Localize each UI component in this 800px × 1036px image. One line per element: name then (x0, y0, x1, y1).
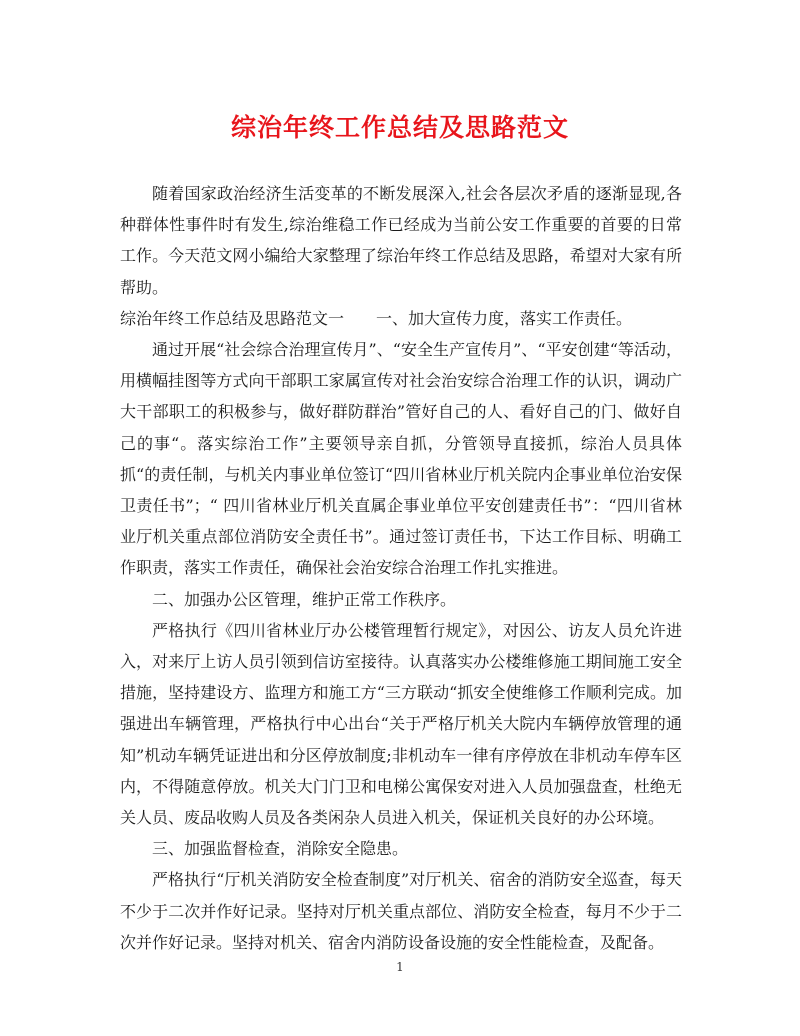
section-heading: 二、加强办公区管理，维护正常工作秩序。 (152, 589, 457, 609)
body-paragraph: 严格执行“厅机关消防安全检查制度”对厅机关、宿舍的消防安全巡查，每天不少于二次并作好记录。坚持对厅机关重点部位、消防安全检查，每月不少于二次并作好记录。坚持对机关、宿舍内消防设备设施的安全性能检查，及配备。 (120, 870, 682, 952)
document-title: 综治年终工作总结及思路范文 (230, 113, 569, 142)
document-body (120, 178, 682, 958)
section-heading-line: 综治年终工作总结及思路范文一 一、加大宣传力度，落实工作责任。 (120, 308, 633, 328)
intro-paragraph: 随着国家政治经济生活变革的不断发展深入,社会各层次矛盾的逐渐显现,各种群体性事件时有发生,综治维稳工作已经成为当前公安工作重要的首要的日常工作。今天范文网小编给大家整理了综治年终工作总结及思路，希望对大家有所帮助。 (120, 184, 682, 297)
body-paragraph: 通过开展“社会综合治理宣传月”、“安全生产宣传月”、“平安创建“等活动，用横幅挂图等方式向干部职工家属宣传对社会治安综合治理工作的认识，调动广大干部职工的积极参与，做好群防群治”管好自己的人、看好自己的门、做好自己的事“。落实综治工作”主要领导亲自抓，分管领导直接抓，综治人员具体抓“的责任制，与机关内事业单位签订“四川省林业厅机关院内企事业单位治安保卫责任书”；“ 四川省林业厅机关直属企事业单位平安创建责任书”：“四川省林业厅机关重点部位消防安全责任书”。通过签订责任书，下达工作目标、明确工作职责，落实工作责任，确保社会治安综合治理工作扎实推进。 (120, 340, 682, 578)
section-heading: 三、加强监督检查，消除安全隐患。 (152, 839, 409, 859)
page-number: 1 (396, 960, 404, 974)
body-paragraph: 严格执行《四川省林业厅办公楼管理暂行规定》，对因公、访友人员允许进入，对来厅上访人员引领到信访室接待。认真落实办公楼维修施工期间施工安全措施，坚持建设方、监理方和施工方“三方联动“抓安全使维修工作顺利完成。加强进出车辆管理，严格执行中心出台“关于严格厅机关大院内车辆停放管理的通知”机动车辆凭证进出和分区停放制度;非机动车一律有序停放在非机动车停车区内，不得随意停放。机关大门门卫和电梯公寓保安对进入人员加强盘查，杜绝无关人员、废品收购人员及各类闲杂人员进入机关，保证机关良好的办公环境。 (120, 620, 682, 828)
